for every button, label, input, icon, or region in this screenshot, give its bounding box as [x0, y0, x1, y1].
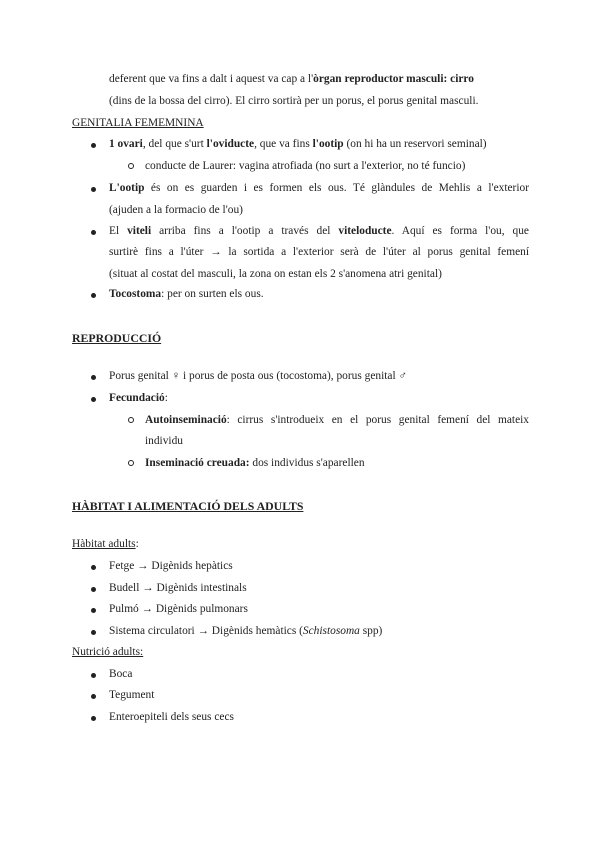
- term-ootip: l'ootip: [312, 138, 344, 150]
- text: Sistema circulatori → Digènids hemàtics (: [109, 625, 303, 637]
- reproduccio-item-1: Porus genital ♀ i porus de posta ous (tocostoma), porus genital ♂: [109, 370, 408, 382]
- term-viteloducte: viteloducte: [338, 225, 392, 237]
- genitalia-subitem-laurer: conducte de Laurer: vagina atrofiada (no surt a l'exterior, no té funcio): [145, 160, 466, 172]
- term-fecundacio: Fecundació: [109, 392, 165, 404]
- bullet-icon: [91, 143, 96, 148]
- nutricio-subtitle: Nutrició adults:: [72, 646, 144, 658]
- intro-bold-term: òrgan reproductor masculi: cirro: [313, 73, 474, 85]
- term-oviducte: l'oviducte: [206, 138, 255, 150]
- text: :: [135, 538, 139, 550]
- bullet-icon: [91, 230, 96, 235]
- nutricio-item: Boca: [109, 668, 133, 680]
- text: spp): [359, 625, 383, 637]
- text: . Aquí es forma l'ou, que: [391, 225, 529, 237]
- sub-bullet-icon: [128, 417, 134, 423]
- text: Hàbitat adults: [72, 538, 136, 550]
- habitat-item: [109, 621, 529, 643]
- text: dos individus s'aparellen: [249, 457, 365, 469]
- habitat-heading: HÀBITAT I ALIMENTACIÓ DELS ADULTS: [72, 499, 304, 513]
- bullet-icon: [91, 397, 96, 402]
- reproduccio-subitem-1-line-1: [145, 410, 529, 432]
- text: : per on surten els ous.: [161, 288, 264, 300]
- term-tocostoma: Tocostoma: [109, 288, 162, 300]
- bullet-icon: [91, 673, 96, 678]
- nutricio-item: Tegument: [109, 689, 155, 701]
- reproduccio-heading: REPRODUCCIÓ: [72, 331, 162, 345]
- term-autoinseminacio: Autoinseminació: [145, 414, 227, 426]
- genitalia-item-4: [109, 284, 529, 306]
- genitalia-item-3-line-3: (situat al costat del masculi, la zona on estan els 2 s'anomena atri genital): [109, 268, 442, 280]
- genitalia-item-2-line-1: [109, 178, 529, 200]
- intro-line-2: (dins de la bossa del cirro). El cirro sortirà per un porus, el porus genital masculi.: [109, 95, 479, 107]
- nutricio-item: Enteroepiteli dels seus cecs: [109, 711, 234, 723]
- bullet-icon: [91, 565, 96, 570]
- text: , del que s'urt: [142, 138, 207, 150]
- term-ovari: 1 ovari: [109, 138, 143, 150]
- bullet-icon: [91, 293, 96, 298]
- habitat-item: Fetge → Digènids hepàtics: [109, 560, 233, 572]
- genitalia-title: GENITALIA FEMEMNINA: [72, 117, 204, 129]
- bullet-icon: [91, 694, 96, 699]
- term-ootip: L'ootip: [109, 182, 145, 194]
- genitalia-item-3-line-1: [109, 221, 529, 243]
- habitat-subtitle: [72, 534, 139, 556]
- sub-bullet-icon: [128, 460, 134, 466]
- habitat-item: Pulmó → Digènids pulmonars: [109, 603, 248, 615]
- bullet-icon: [91, 375, 96, 380]
- intro-line-1: [109, 69, 529, 91]
- bullet-icon: [91, 587, 96, 592]
- text: : cirrus s'introdueix en el porus genital femení del mateix: [226, 414, 529, 426]
- intro-text: deferent que va fins a dalt i aquest va cap a l': [109, 73, 314, 85]
- text: , que va fins: [254, 138, 313, 150]
- text: :: [164, 392, 168, 404]
- reproduccio-item-2: [109, 388, 529, 410]
- text: arriba fins a l'ootip a través del: [151, 225, 339, 237]
- text: és on es guarden i es formen els ous. Té glàndules de Mehlis a l'exterior: [144, 182, 529, 194]
- bullet-icon: [91, 187, 96, 192]
- bullet-icon: [91, 608, 96, 613]
- genitalia-item-3-line-2: surtirè fins a l'úter → la sortida a l'exterior serà de l'úter al porus genital femení: [109, 246, 529, 258]
- habitat-item: Budell → Digènids intestinals: [109, 582, 247, 594]
- species-name: Schistosoma: [302, 625, 360, 637]
- sub-bullet-icon: [128, 163, 134, 169]
- bullet-icon: [91, 716, 96, 721]
- reproduccio-subitem-1-line-2: individu: [145, 435, 183, 447]
- reproduccio-subitem-2: [145, 453, 365, 475]
- text: El: [109, 225, 128, 237]
- bullet-icon: [91, 630, 96, 635]
- genitalia-item-1: [109, 134, 529, 156]
- text: (on hi ha un reservori seminal): [343, 138, 487, 150]
- term-viteli: viteli: [127, 225, 152, 237]
- term-inseminacio-creuada: Inseminació creuada:: [145, 457, 250, 469]
- genitalia-item-2-line-2: (ajuden a la formacio de l'ou): [109, 204, 243, 216]
